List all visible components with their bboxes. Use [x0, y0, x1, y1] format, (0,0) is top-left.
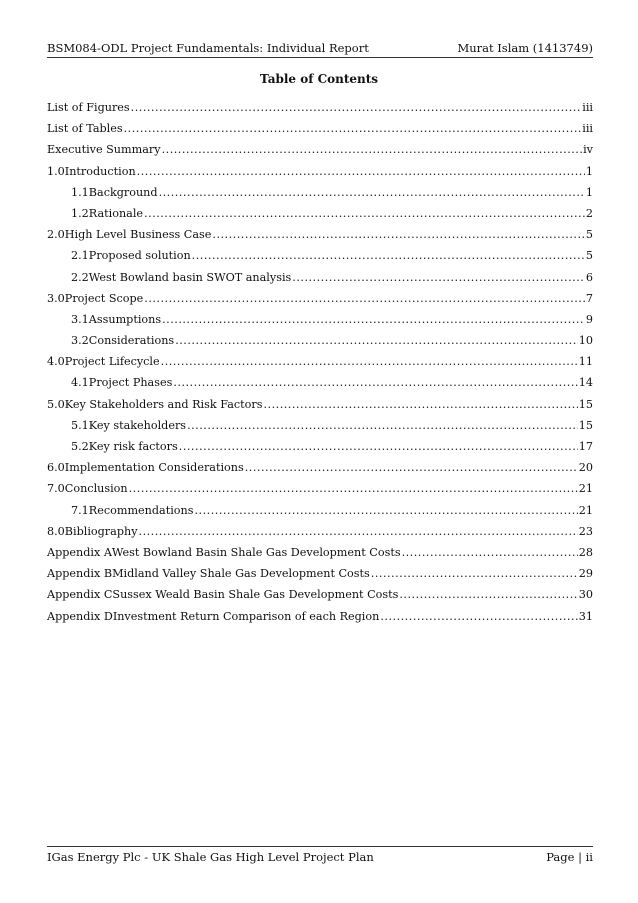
- page-footer: [47, 850, 593, 864]
- toc-entry-page: 15: [578, 397, 593, 411]
- toc-entry-page: 29: [578, 567, 593, 581]
- toc-entry-page: 1: [585, 164, 593, 178]
- toc-dot-leader: [159, 186, 585, 199]
- header-author: Murat Islam (1413749): [457, 41, 593, 55]
- toc-entry-number: 7.1: [71, 503, 89, 517]
- toc-entry-number: Appendix B: [47, 567, 113, 581]
- toc-entry[interactable]: [47, 482, 593, 503]
- toc-entry-page: 31: [578, 609, 593, 623]
- toc-entry-label: Key risk factors: [88, 440, 178, 453]
- toc-entry[interactable]: [47, 249, 593, 270]
- toc-entry-number: 4.1: [71, 376, 89, 390]
- toc-entry-label: Investment Return Comparison of each Region: [112, 609, 380, 623]
- toc-entry-page: 10: [578, 334, 593, 348]
- toc-dot-leader: [139, 525, 578, 538]
- toc-entry[interactable]: [47, 122, 593, 143]
- toc-entry-number: 5.2: [71, 440, 89, 453]
- toc-entry-label: West Bowland basin SWOT analysis: [88, 270, 292, 284]
- toc-dot-leader: [179, 440, 578, 453]
- toc-entry-label: Key Stakeholders and Risk Factors: [64, 397, 263, 411]
- toc-entry-label: Recommendations: [88, 503, 194, 517]
- toc-entry-label: Key stakeholders: [88, 418, 187, 432]
- toc-entry-number: 3.2: [71, 334, 89, 348]
- toc-entry-label: Assumptions: [88, 312, 162, 326]
- toc-entry-page: 11: [578, 355, 593, 369]
- toc-entry-page: 5: [585, 228, 593, 242]
- toc-entry-label: Implementation Considerations: [64, 461, 244, 475]
- toc-entry[interactable]: [47, 207, 593, 228]
- toc-dot-leader: [131, 101, 582, 114]
- toc-entry[interactable]: [47, 398, 593, 419]
- toc-dot-leader: [137, 165, 585, 178]
- toc-entry-number: 8.0: [47, 524, 65, 538]
- toc-dot-leader: [144, 207, 585, 220]
- toc-entry-label: Conclusion: [64, 482, 128, 496]
- toc-entry-number: 5.0: [47, 397, 65, 411]
- toc-dot-leader: [144, 292, 585, 305]
- toc-dot-leader: [292, 271, 585, 284]
- toc-entry-number: 3.0: [47, 291, 65, 305]
- toc-dot-leader: [194, 504, 577, 517]
- toc-entry[interactable]: [47, 313, 593, 334]
- toc-dot-leader: [124, 122, 582, 135]
- toc-entry-label: List of Tables: [47, 122, 123, 136]
- toc-entry-page: 14: [578, 376, 593, 390]
- toc-entry-number: 1.1: [71, 185, 89, 199]
- toc-entry-label: Project Scope: [64, 291, 144, 305]
- toc-entry-label: Proposed solution: [88, 249, 191, 263]
- toc-entry-page: 2: [585, 206, 593, 220]
- toc-entry-label: Bibliography: [64, 524, 138, 538]
- toc-entry-label: Background: [88, 185, 158, 199]
- toc-entry-page: iii: [582, 101, 593, 114]
- toc-dot-leader: [371, 567, 578, 580]
- toc-entry[interactable]: [47, 292, 593, 313]
- toc-entry-number: 7.0: [47, 482, 65, 496]
- toc-entry-page: 1: [585, 185, 593, 199]
- toc-entry-page: 23: [578, 524, 593, 538]
- toc-entry-page: 21: [578, 482, 593, 496]
- toc-entry-number: 5.1: [71, 418, 89, 432]
- toc-entry[interactable]: [47, 546, 593, 567]
- toc-entry[interactable]: [47, 355, 593, 376]
- toc-entry-page: 15: [578, 418, 593, 432]
- toc-entry[interactable]: [47, 567, 593, 588]
- toc-entry-page: 9: [585, 312, 593, 326]
- toc-entry-number: 2.1: [71, 249, 89, 263]
- toc-entry-label: Introduction: [64, 164, 136, 178]
- toc-entry[interactable]: [47, 504, 593, 525]
- toc-entry[interactable]: [47, 376, 593, 397]
- toc-entry[interactable]: [47, 461, 593, 482]
- toc-entry-label: Project Phases: [88, 376, 173, 390]
- header-divider: [47, 57, 593, 58]
- footer-document-title: IGas Energy Plc - UK Shale Gas High Level Project Plan: [47, 850, 374, 864]
- toc-dot-leader: [399, 588, 577, 601]
- toc-entry[interactable]: [47, 186, 593, 207]
- toc-entry[interactable]: [47, 228, 593, 249]
- toc-entry-label: High Level Business Case: [64, 228, 212, 242]
- toc-entry[interactable]: [47, 165, 593, 186]
- toc-dot-leader: [173, 376, 577, 389]
- toc-entry-label: Executive Summary: [47, 143, 161, 157]
- toc-entry-number: Appendix D: [47, 609, 113, 623]
- toc-dot-leader: [402, 546, 578, 559]
- toc-entry-number: 1.2: [71, 206, 89, 220]
- toc-entry-label: Rationale: [88, 206, 144, 220]
- page-header: [47, 37, 593, 55]
- toc-entry-page: 21: [578, 503, 593, 517]
- toc-entry-page: iii: [582, 122, 593, 136]
- toc-dot-leader: [129, 482, 578, 495]
- toc-entry-number: 6.0: [47, 461, 65, 475]
- toc-entry[interactable]: [47, 525, 593, 546]
- toc-entry-page: iv: [583, 143, 593, 157]
- toc-entry-page: 30: [578, 588, 593, 602]
- header-report-title: BSM084-ODL Project Fundamentals: Individual Report: [47, 41, 369, 55]
- toc-entry-page: 17: [578, 440, 593, 453]
- toc-entry[interactable]: [47, 101, 593, 122]
- toc-entry-page: 6: [585, 270, 593, 284]
- toc-entry[interactable]: [47, 440, 593, 461]
- toc-entry-number: 2.0: [47, 228, 65, 242]
- toc-entry-label: List of Figures: [47, 101, 130, 114]
- toc-entry[interactable]: [47, 588, 593, 609]
- toc-entry-label: Sussex Weald Basin Shale Gas Development Costs: [112, 588, 399, 602]
- toc-entry-number: Appendix A: [47, 545, 112, 559]
- toc-entry[interactable]: [47, 334, 593, 355]
- toc-entry-label: West Bowland Basin Shale Gas Development Costs: [111, 545, 401, 559]
- toc-entry[interactable]: [47, 271, 593, 292]
- toc-entry-page: 28: [578, 545, 593, 559]
- toc-dot-leader: [162, 143, 583, 156]
- footer-page-number: Page | ii: [546, 850, 593, 864]
- toc-dot-leader: [212, 228, 584, 241]
- toc-entry[interactable]: [47, 143, 593, 164]
- toc-title: Table of Contents: [259, 72, 379, 86]
- toc-entry-number: Appendix C: [47, 588, 113, 602]
- toc-entry-label: Considerations: [88, 334, 175, 348]
- toc-entry-number: 2.2: [71, 270, 89, 284]
- toc-entry-page: 5: [585, 249, 593, 263]
- toc-entry-label: Midland Valley Shale Gas Development Costs: [112, 567, 370, 581]
- toc-entry-page: 20: [578, 461, 593, 475]
- toc-dot-leader: [175, 334, 578, 347]
- toc-dot-leader: [161, 355, 578, 368]
- toc-dot-leader: [162, 313, 585, 326]
- table-of-contents: [47, 101, 593, 631]
- toc-entry-page: 7: [585, 291, 593, 305]
- toc-entry[interactable]: [47, 419, 593, 440]
- toc-entry-number: 3.1: [71, 312, 89, 326]
- toc-dot-leader: [380, 610, 577, 623]
- toc-dot-leader: [245, 461, 578, 474]
- toc-entry-label: Project Lifecycle: [64, 355, 160, 369]
- toc-dot-leader: [192, 249, 585, 262]
- toc-dot-leader: [263, 398, 577, 411]
- footer-divider: [47, 846, 593, 847]
- toc-dot-leader: [187, 419, 578, 432]
- toc-entry-number: 4.0: [47, 355, 65, 369]
- toc-entry[interactable]: [47, 610, 593, 631]
- toc-entry-number: 1.0: [47, 164, 65, 178]
